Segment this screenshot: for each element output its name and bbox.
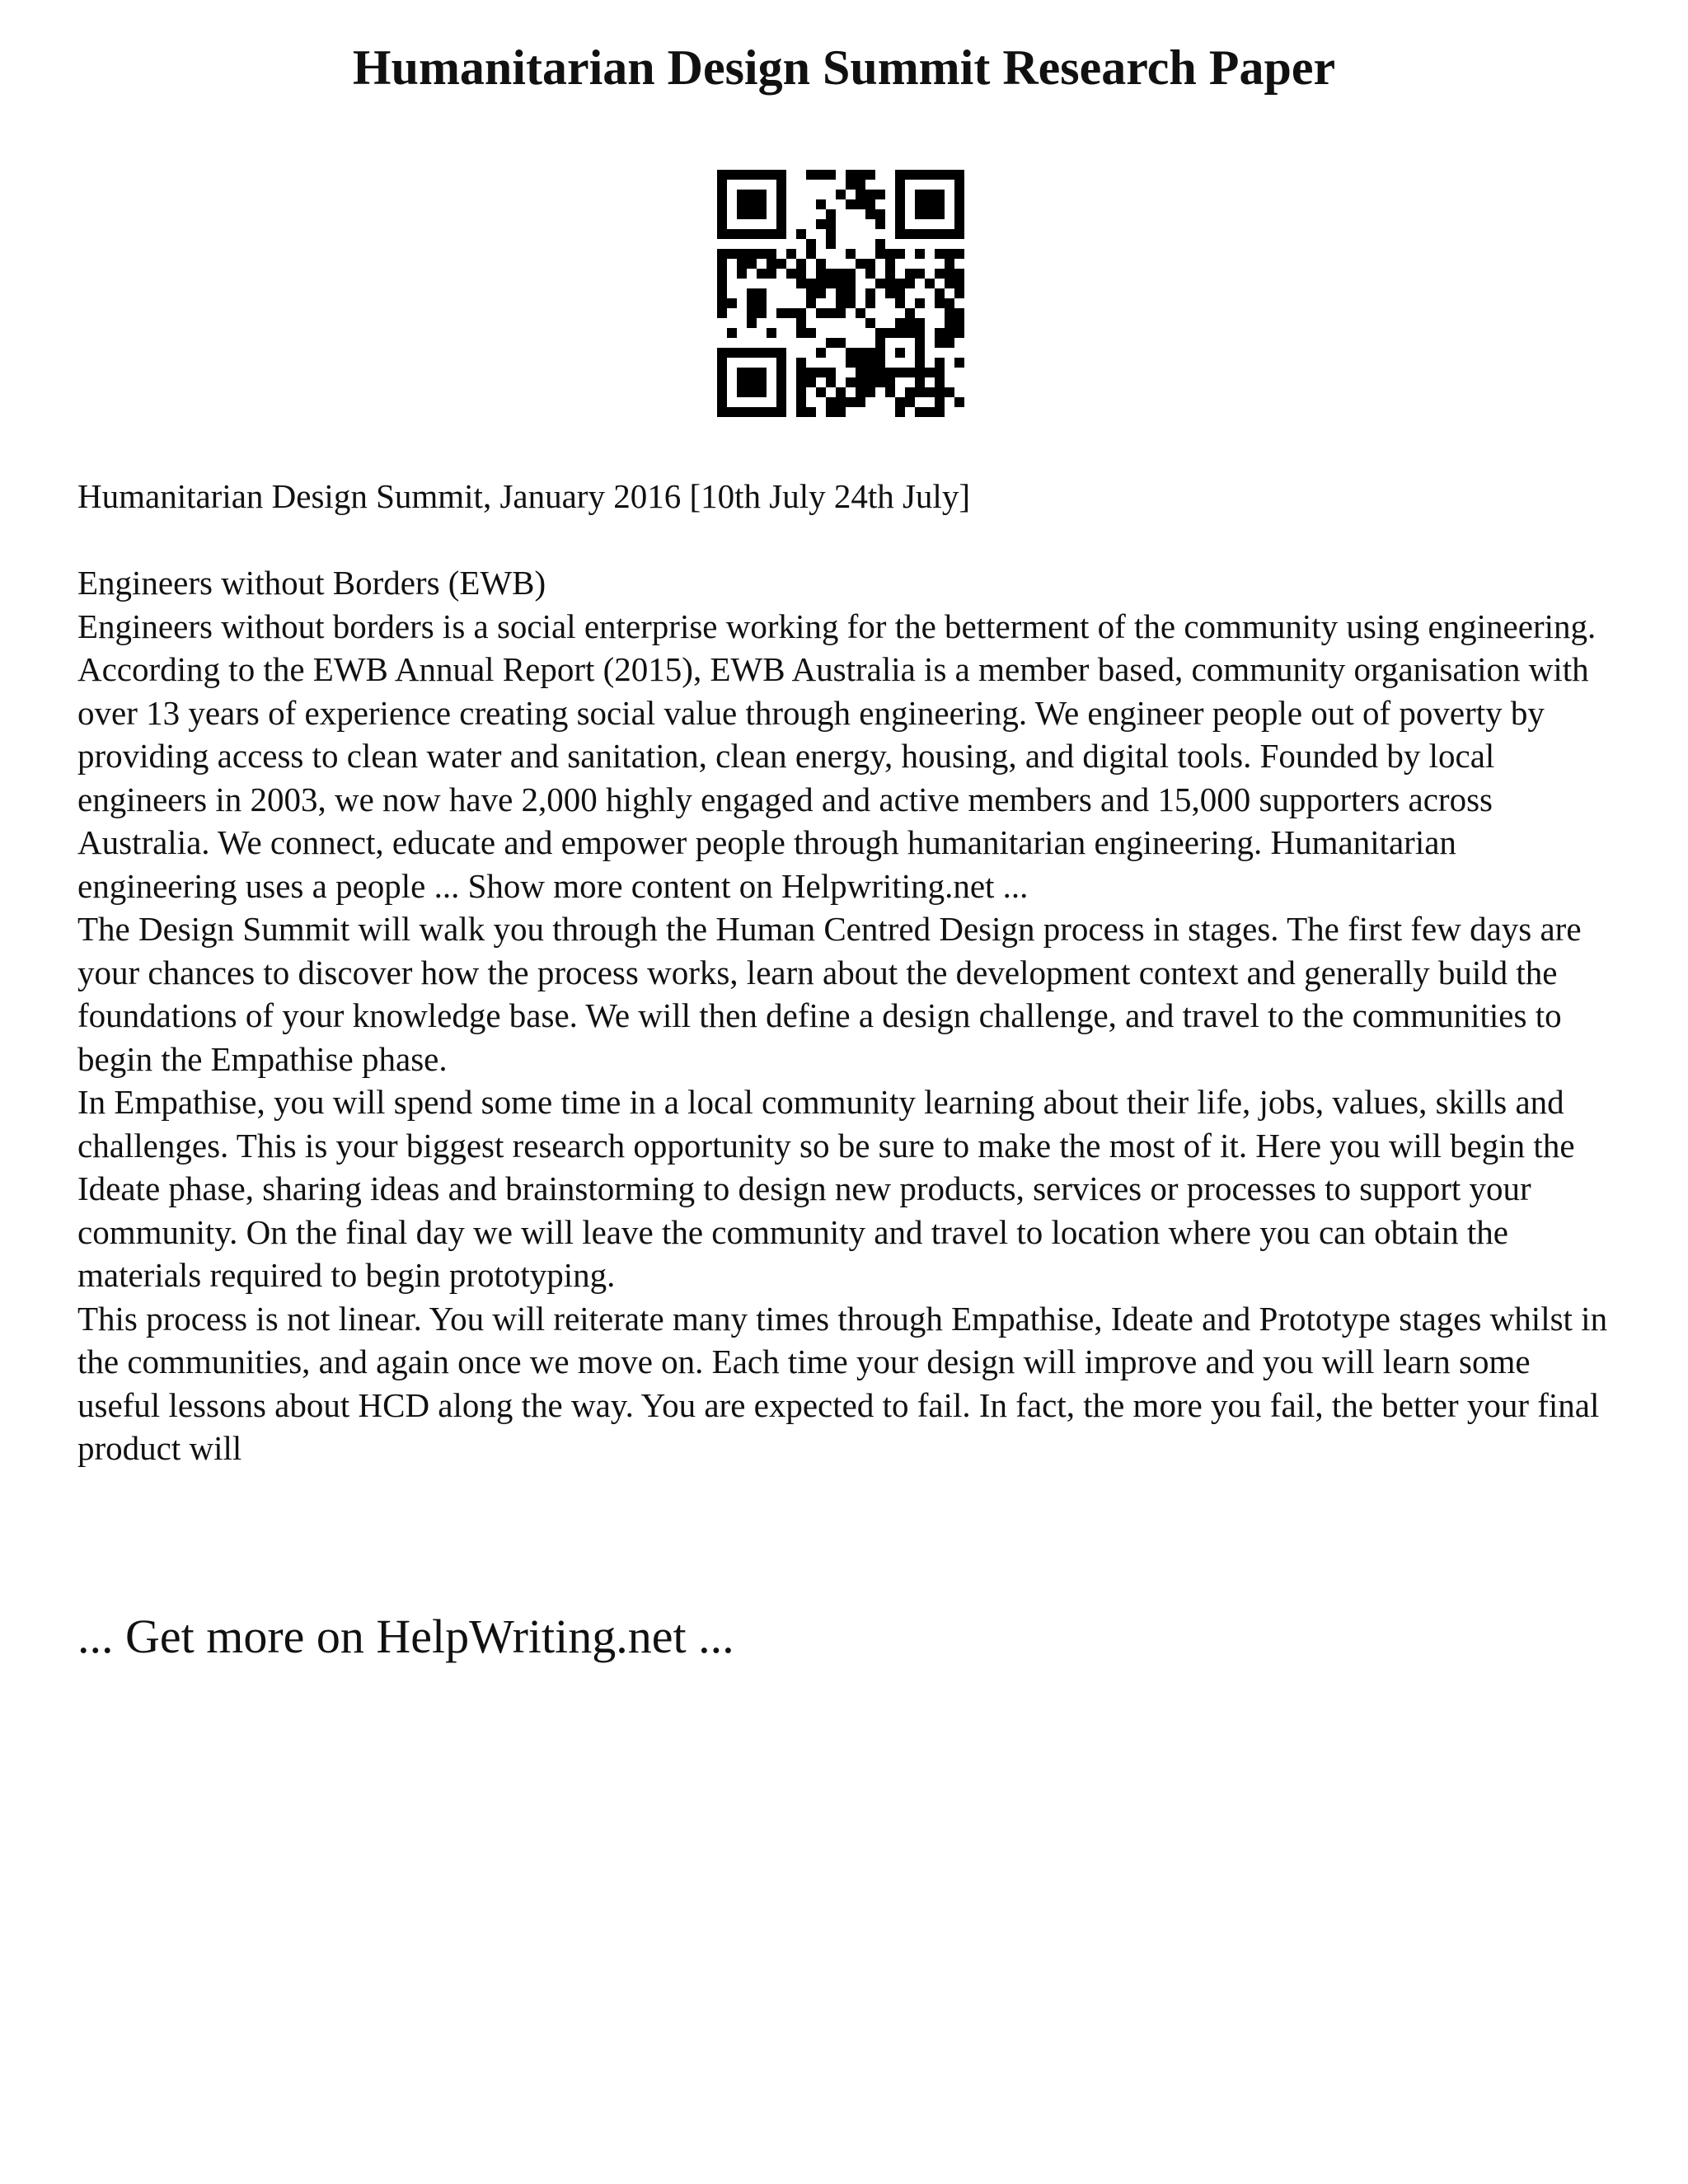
- document-body: [77, 475, 1619, 1470]
- paragraph-spacer: [77, 518, 1619, 562]
- org-heading: Engineers without Borders (EWB): [77, 564, 546, 602]
- paragraph: The Design Summit will walk you through the Human Centred Design process in stages. The first few days are your chances to discover how the process works, learn about the development context and generally build the foundations of your knowledge base. We will then define a design challenge, and travel to the communities to begin the Empathise phase.: [77, 910, 1582, 1078]
- paragraph: Engineers without borders is a social enterprise working for the betterment of the community using engineering.: [77, 607, 1597, 645]
- paragraph: This process is not linear. You will reiterate many times through Empathise, Ideate and Prototype stages whilst in the communities, and again once we move on. Each time your design will improve and you will learn some useful lessons about HCD along the way. You are expected to fail. In fact, the more you fail, the better your final product will: [77, 1299, 1608, 1467]
- event-line: Humanitarian Design Summit, January 2016 [10th July 24th July]: [77, 477, 970, 515]
- document-title: Humanitarian Design Summit Research Paper: [352, 40, 1336, 95]
- paragraph: According to the EWB Annual Report (2015), EWB Australia is a member based, community organisation with over 13 years of experience creating social value through engineering. We engineer people out of poverty by providing access to clean water and sanitation, clean energy, housing, and digital tools. Founded by local engineers in 2003, we now have 2,000 highly engaged and active members and 15,000 supporters across Australia. We connect, educate and empower people through humanitarian engineering. Humanitarian engineering uses a people ... Show more content on Helpwriting.net ...: [77, 650, 1589, 905]
- qr-code-icon: [717, 170, 964, 417]
- paragraph: In Empathise, you will spend some time in a local community learning about their life, jobs, values, skills and challenges. This is your biggest research opportunity so be sure to make the most of it. Here you will begin the Ideate phase, sharing ideas and brainstorming to design new products, services or processes to support your community. On the final day we will leave the community and travel to location where you can obtain the materials required to begin prototyping.: [77, 1083, 1575, 1294]
- get-more-link[interactable]: ... Get more on HelpWriting.net ...: [77, 1610, 734, 1663]
